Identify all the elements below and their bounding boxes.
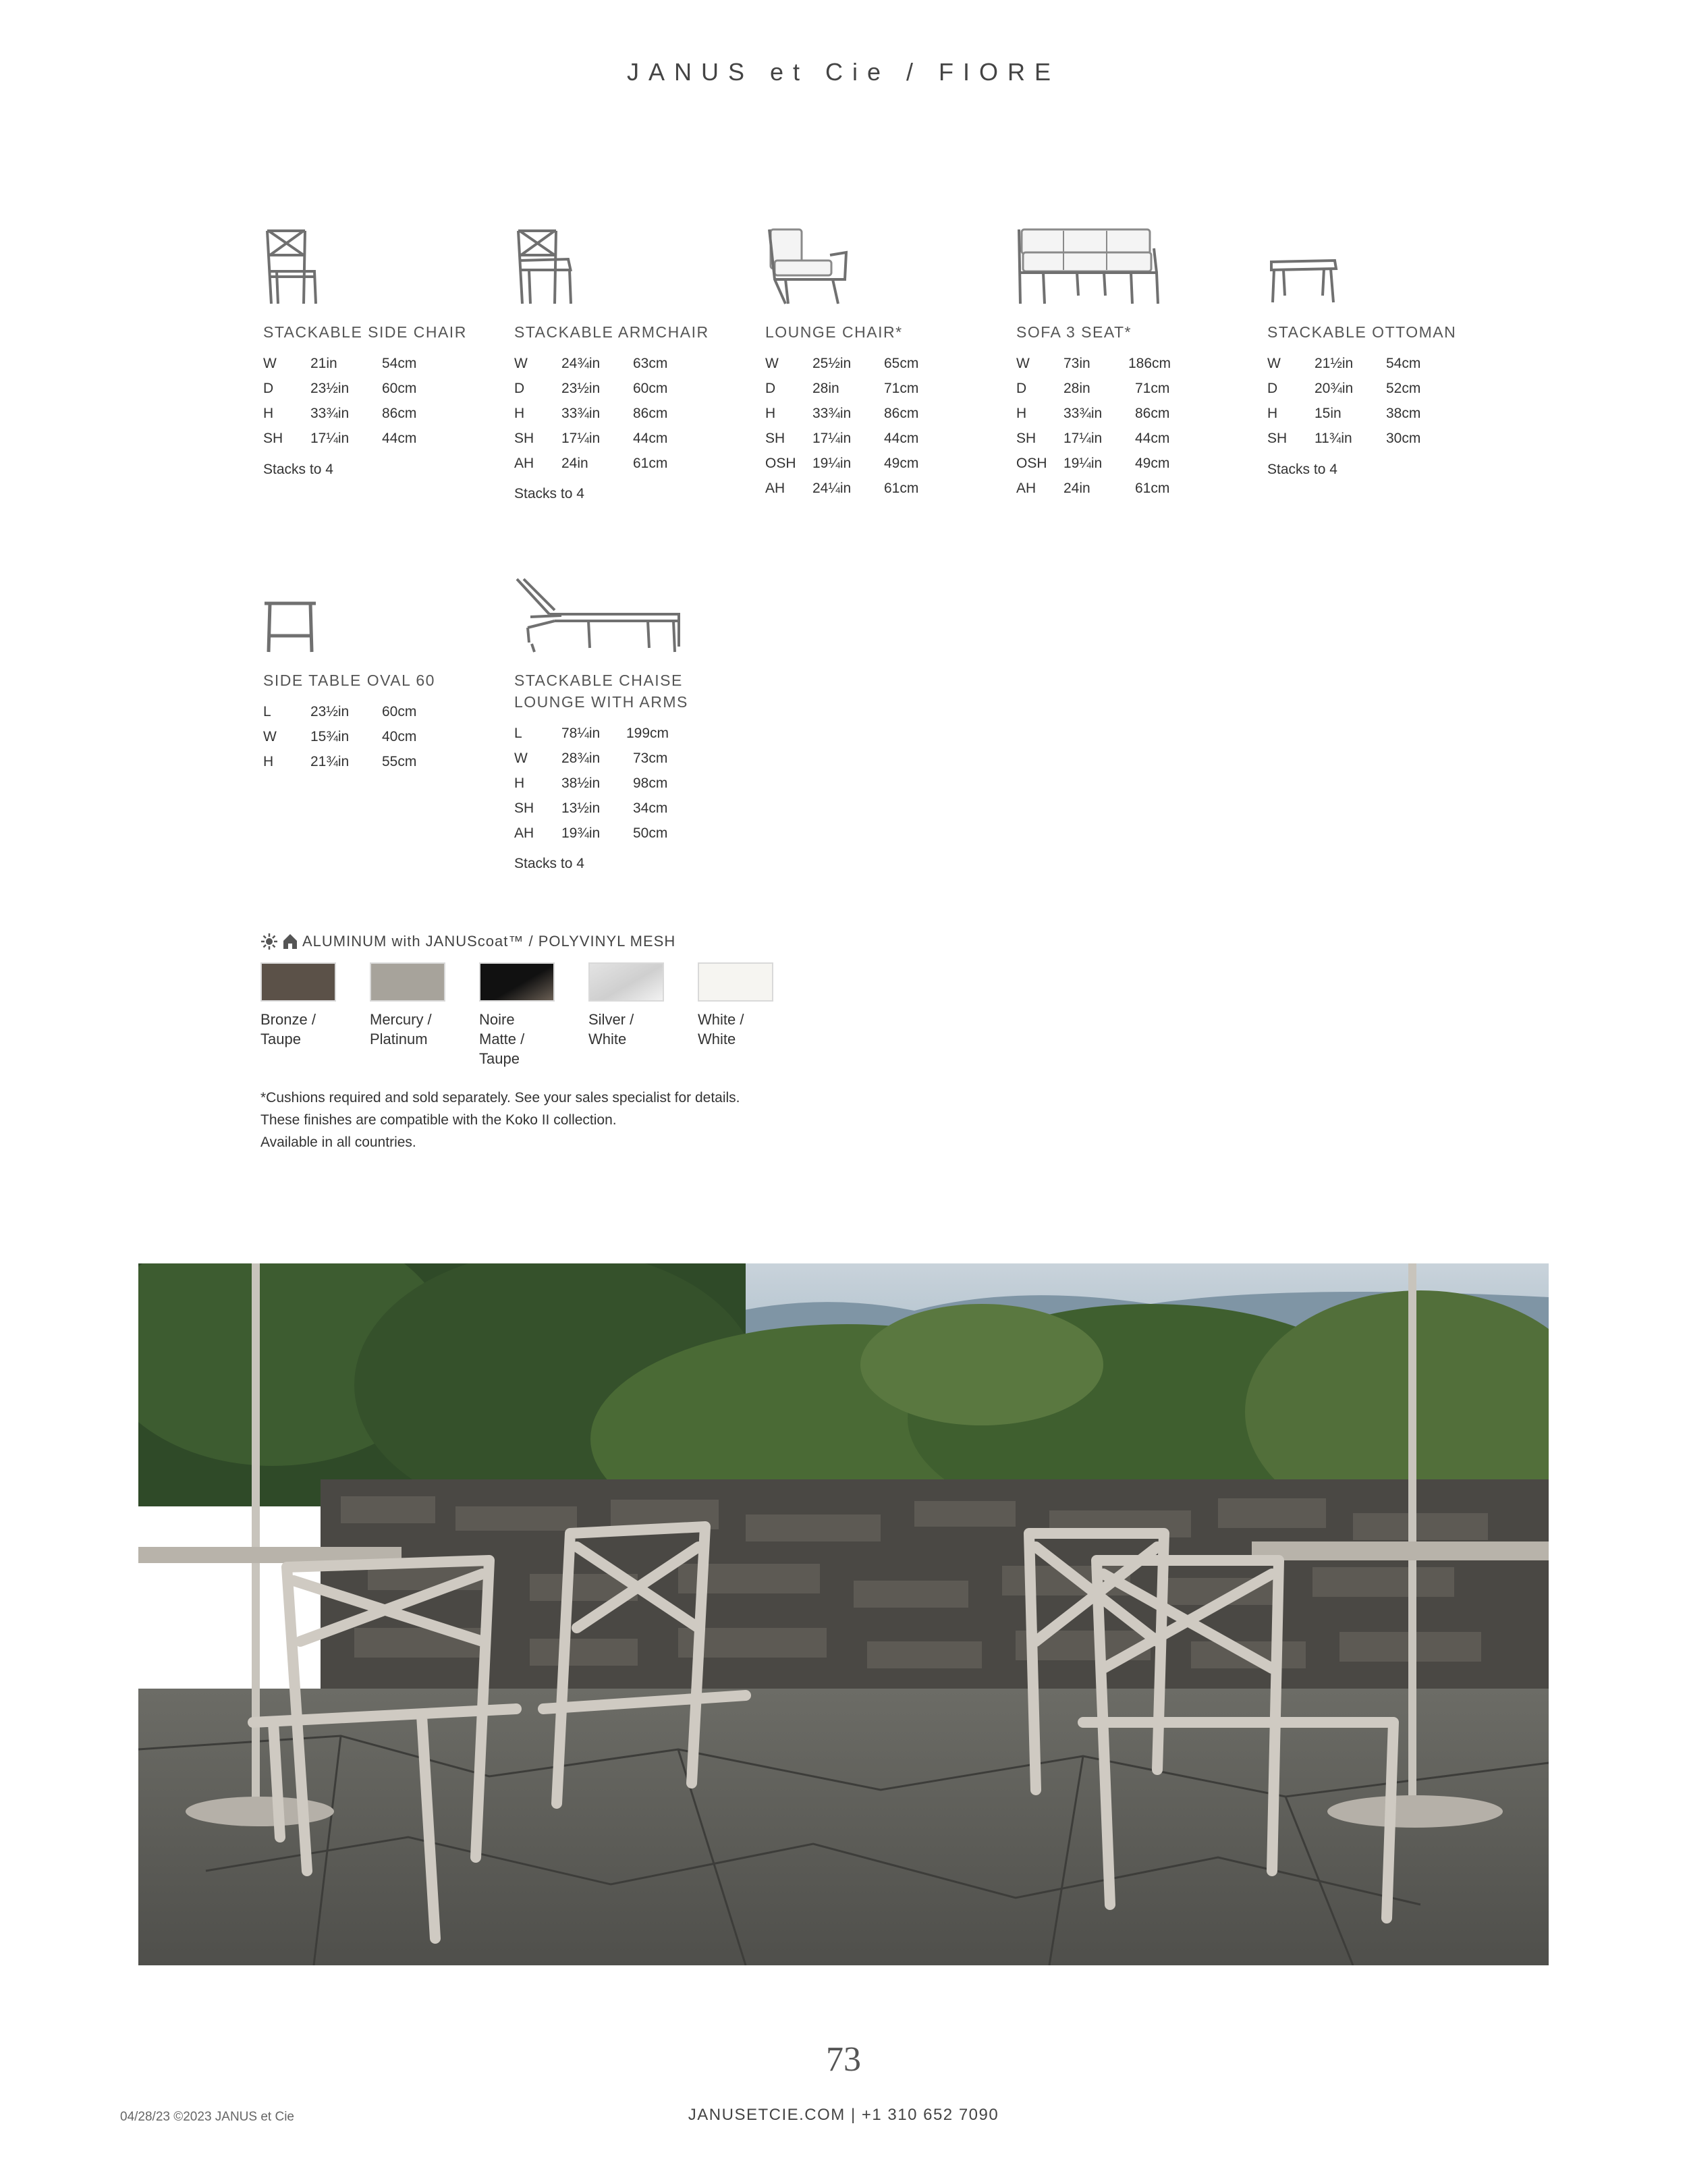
lounge-chair-illustration [765,228,849,306]
footnote: Available in all countries. [260,1135,416,1150]
stack-note: Stacks to 4 [514,486,584,501]
product-stackable-armchair: STACKABLE ARMCHAIR W 24¾in 63cm D 23½in 60cm H 33¾in 86cm SH 17¼in 44cm AH 24in 61cm Stacks to 4 [514,228,744,512]
product-name: SIDE TABLE OVAL 60 [263,672,435,689]
armchair-illustration [514,228,582,306]
swatch-bronze-taupe [260,962,336,1002]
product-name: STACKABLE ARMCHAIR [514,323,709,341]
swatch-white-white [698,962,773,1002]
stack-note: Stacks to 4 [263,462,333,477]
side-chair-illustration [263,228,324,306]
product-name: STACKABLE SIDE CHAIR [263,323,467,341]
footnotes [260,1087,740,1153]
stack-note: Stacks to 4 [1267,462,1337,477]
footnote: These finishes are compatible with the Koko II collection. [260,1112,617,1128]
footer-contact[interactable]: JANUSETCIE.COM | +1 310 652 7090 [688,2106,999,2124]
swatch-label: Silver / White [588,1011,634,1047]
page-number: 73 [826,2040,861,2079]
product-stackable-ottoman: STACKABLE OTTOMAN W 21½in 54cm D 20¾in 52cm H 15in 38cm SH 11¾in 30cm Stacks to 4 [1267,228,1497,485]
swatch-noire-matte-taupe [479,962,555,1002]
product-name: SOFA 3 SEAT* [1016,323,1132,341]
product-stackable-chaise-lounge: STACKABLE CHAISE LOUNGE WITH ARMS L 78¼in 199cm W 28¾in 73cm H 38½in 98cm SH 13½in 34cm AH 19¾in 50cm Stacks to 4 [514,576,744,887]
product-name: LOUNGE CHAIR* [765,323,903,341]
product-stackable-side-chair: STACKABLE SIDE CHAIR W 21in 54cm D 23½in 60cm H 33¾in 86cm SH 17¼in 44cm Stacks to 4 [263,228,493,485]
finishes-header-label: ALUMINUM with JANUScoat™ / POLYVINYL MESH [302,933,676,950]
finishes-header [260,933,675,950]
swatch-mercury-platinum [370,962,445,1002]
sofa-illustration [1016,228,1162,306]
footer-copyright: 04/28/23 ©2023 JANUS et Cie [120,2110,294,2124]
swatch-label: White / White [698,1011,744,1047]
product-sofa-3-seat: SOFA 3 SEAT* W 73in 186cm D 28in 71cm H 33¾in 86cm SH 17¼in 44cm OSH 19¼in 49cm AH 24in 61cm [1016,228,1246,512]
sun-icon [260,933,278,950]
ottoman-illustration [1267,228,1342,306]
product-side-table-oval-60: SIDE TABLE OVAL 60 L 23½in 60cm W 15¾in 40cm H 21¾in 55cm [263,576,493,792]
product-lounge-chair: LOUNGE CHAIR* W 25½in 65cm D 28in 71cm H 33¾in 86cm SH 17¼in 44cm OSH 19¼in 49cm AH 24¼in 61cm [765,228,995,512]
page-header-title: JANUS et Cie / FIORE [626,58,1061,86]
lifestyle-photo [138,1263,1549,1965]
product-name: STACKABLE CHAISE [514,672,683,689]
stack-note: Stacks to 4 [514,856,584,871]
swatch-silver-white [588,962,664,1002]
chaise-lounge-illustration [514,576,683,655]
swatch-label: Bronze / Taupe [260,1011,316,1047]
swatch-label: Mercury / Platinum [370,1011,432,1047]
footnote: *Cushions required and sold separately. See your sales specialist for details. [260,1090,740,1105]
side-table-illustration [263,576,320,655]
home-icon [282,933,298,950]
patio-scene-illustration [138,1263,1549,1965]
product-name-line2: LOUNGE WITH ARMS [514,693,688,711]
product-name: STACKABLE OTTOMAN [1267,323,1457,341]
swatch-label: Noire Matte / Taupe [479,1011,525,1067]
